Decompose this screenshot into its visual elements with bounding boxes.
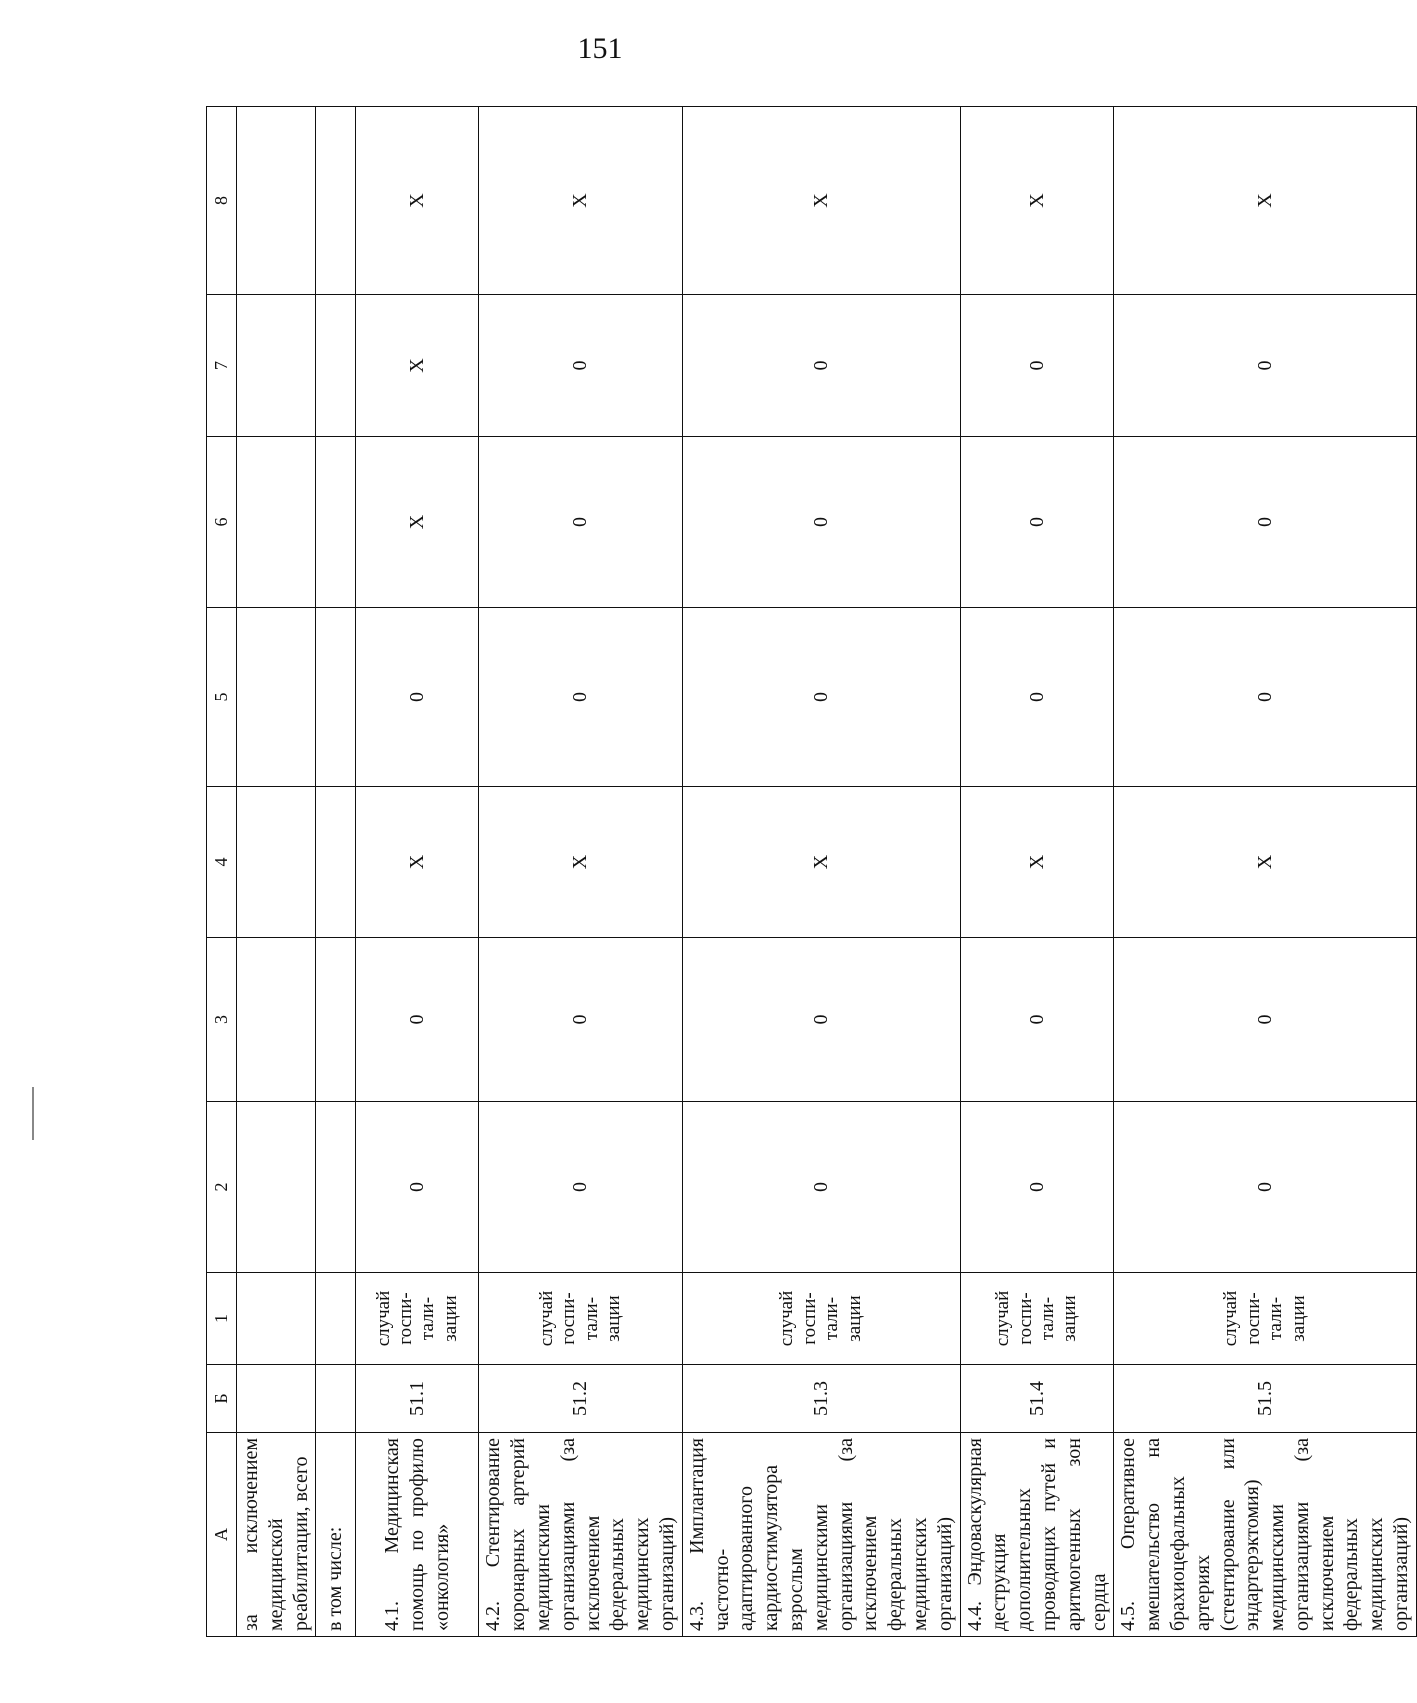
row-code: 51.4: [960, 1365, 1114, 1433]
table-row: [682, 107, 960, 1637]
cell-value: 0: [1114, 608, 1417, 787]
cell-value: [316, 938, 356, 1102]
cell-value: [237, 295, 316, 437]
row-unit: случай госпи- тали- зации: [682, 1273, 960, 1365]
column-header: 1: [207, 1273, 237, 1365]
row-code: 51.2: [479, 1365, 682, 1433]
cell-value: [237, 437, 316, 608]
cell-value: 0: [1114, 1102, 1417, 1273]
row-name: в том числе:: [316, 1433, 356, 1637]
cell-value: 0: [479, 295, 682, 437]
cell-value: 0: [1114, 938, 1417, 1102]
column-header: 2: [207, 1102, 237, 1273]
cell-value: 0: [356, 1102, 479, 1273]
row-name: 4.1. Медицинская помощь по профилю «онкология»: [356, 1433, 479, 1637]
cell-value: [316, 1102, 356, 1273]
cell-value: 0: [960, 1102, 1114, 1273]
cell-value: 0: [479, 608, 682, 787]
cell-value: 0: [682, 295, 960, 437]
row-code: [316, 1365, 356, 1433]
cell-value: [237, 608, 316, 787]
row-code: 51.1: [356, 1365, 479, 1433]
cell-value: X: [960, 107, 1114, 295]
column-header: 4: [207, 787, 237, 938]
cell-value: 0: [960, 938, 1114, 1102]
cell-value: 0: [1114, 295, 1417, 437]
column-header: А: [207, 1433, 237, 1637]
table-row: [960, 107, 1114, 1637]
cell-value: 0: [682, 938, 960, 1102]
row-name: за исключением медицинской реабилитации, всего: [237, 1433, 316, 1637]
table-row: [316, 107, 356, 1637]
row-unit: случай госпи- тали- зации: [479, 1273, 682, 1365]
cell-value: X: [479, 107, 682, 295]
row-unit: [316, 1273, 356, 1365]
cell-value: [237, 787, 316, 938]
cell-value: 0: [960, 295, 1114, 437]
row-name: 4.2. Стентирование коронарных артерий медицинскими организациями (за исключением федеральных медицинских организаций): [479, 1433, 682, 1637]
row-unit: случай госпи- тали- зации: [960, 1273, 1114, 1365]
table-row: [479, 107, 682, 1637]
table-row: [1114, 107, 1417, 1637]
cell-value: 0: [479, 1102, 682, 1273]
cell-value: 0: [479, 437, 682, 608]
cell-value: X: [356, 295, 479, 437]
cell-value: X: [960, 787, 1114, 938]
table-row: [237, 107, 316, 1637]
row-name: 4.3. Имплантация частотно-адаптированного кардиостимулятора взрослым медицинскими организациями (за исключением федеральных медицинских организаций): [682, 1433, 960, 1637]
cell-value: 0: [960, 437, 1114, 608]
cell-value: X: [356, 437, 479, 608]
cell-value: X: [479, 787, 682, 938]
page-number: 151: [577, 32, 623, 65]
cell-value: 0: [682, 1102, 960, 1273]
row-code: 51.3: [682, 1365, 960, 1433]
cell-value: 0: [960, 608, 1114, 787]
cell-value: 0: [356, 608, 479, 787]
cell-value: [237, 107, 316, 295]
cell-value: X: [682, 107, 960, 295]
cell-value: [316, 107, 356, 295]
row-name: 4.4. Эндоваскулярная деструкция дополнительных проводящих путей и аритмогенных зон сердца: [960, 1433, 1114, 1637]
column-header: Б: [207, 1365, 237, 1433]
row-name: 4.5. Оперативное вмешательство на брахиоцефальных артериях (стентирование или эндартерэктомия) медицинскими организациями (за исключением федеральных медицинских организаций): [1114, 1433, 1417, 1637]
cell-value: 0: [682, 437, 960, 608]
cell-value: X: [356, 107, 479, 295]
cell-value: X: [1114, 107, 1417, 295]
scan-artifact-line: [32, 1087, 34, 1140]
cell-value: X: [356, 787, 479, 938]
cell-value: [316, 787, 356, 938]
cell-value: [316, 608, 356, 787]
cell-value: [237, 938, 316, 1102]
cell-value: 0: [479, 938, 682, 1102]
cell-value: 0: [356, 938, 479, 1102]
column-header: 7: [207, 295, 237, 437]
cell-value: [316, 295, 356, 437]
cell-value: [237, 1102, 316, 1273]
column-header: 5: [207, 608, 237, 787]
table-row: [356, 107, 479, 1637]
row-unit: [237, 1273, 316, 1365]
cell-value: [316, 437, 356, 608]
row-unit: случай госпи- тали- зации: [1114, 1273, 1417, 1365]
data-table: [206, 106, 1417, 1637]
row-code: [237, 1365, 316, 1433]
column-header: 8: [207, 107, 237, 295]
cell-value: 0: [1114, 437, 1417, 608]
cell-value: X: [682, 787, 960, 938]
column-header: 6: [207, 437, 237, 608]
column-header: 3: [207, 938, 237, 1102]
cell-value: X: [1114, 787, 1417, 938]
row-code: 51.5: [1114, 1365, 1417, 1433]
rotated-table-container: [206, 107, 1413, 1637]
table-header-row: [207, 107, 237, 1637]
cell-value: 0: [682, 608, 960, 787]
row-unit: случай госпи- тали- зации: [356, 1273, 479, 1365]
